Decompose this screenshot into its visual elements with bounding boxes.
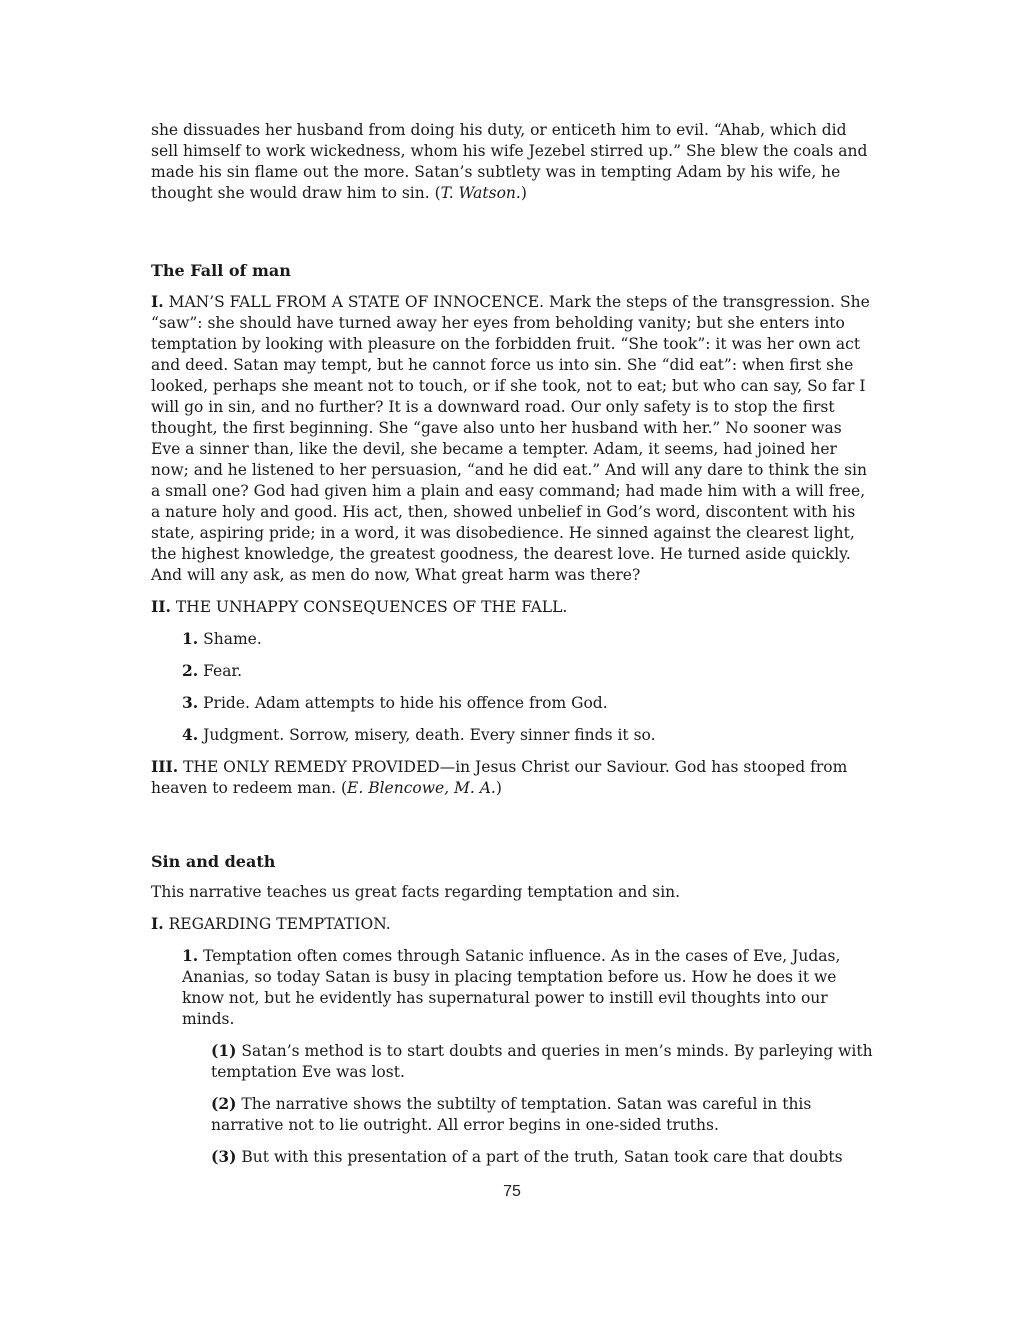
paragraph-fall-ii: II. THE UNHAPPY CONSEQUENCES OF THE FALL. [151,597,568,616]
document-page [151,120,875,1168]
paragraph-sin-i: I. REGARDING TEMPTATION. [151,914,391,933]
opening-paragraph: she dissuades her husband from doing his duty, or enticeth him to evil. “Ahab, which did sell himself to work wickedness, whom his wife Jezebel stirred up.” She blew the coals and made his sin flame out the more. Satan’s subtlety was in tempting Adam by his wife, he thought she would draw him to sin. (T. Watson.) [151,121,868,202]
paragraph-fall-i: I. MAN’S FALL FROM A STATE OF INNOCENCE. Mark the steps of the transgression. She “saw”: she should have turned away her eyes from beholding vanity; but she enters into temptation by looking with pleasure on the forbidden fruit. “She took”: it was her own act and deed. Satan may tempt, but he cannot force us into sin. She “did eat”: when first she looked, perhaps she meant not to touch, or if she took, not to eat; but who can say, So far I will go in sin, and no further? It is a downward road. Our only safety is to stop the first thought, the first beginning. She “gave also unto her husband with her.” No sooner was Eve a sinner than, like the devil, she became a tempter. Adam, it seems, had joined her now; and he listened to her persuasion, “and he did eat.” And will any dare to think the sin a small one? God had given him a plain and easy command; had made him with a will free, a nature holy and good. His act, then, showed unbelief in God’s word, discontent with his state, aspiring pride; in a word, it was disobedience. He sinned against the clearest light, the highest knowledge, the greatest goodness, the dearest love. He turned aside quickly. And will any ask, as men do now, What great harm was there? [151,292,870,584]
roman-numeral: I. [151,292,164,311]
sub-point: (2) The narrative shows the subtilty of temptation. Satan was careful in this narrative not to lie outright. All error begins in one-sided truths. [211,1094,812,1134]
point-1: 1. Temptation often comes through Satanic influence. As in the cases of Eve, Judas, Ananias, so today Satan is busy in placing temptation before us. How he does it we know not, but he evidently has supernatural power to instill evil thoughts into our minds. [182,946,841,1028]
list-item: 1. Shame. [182,629,262,648]
sub-point: (3) But with this presentation of a part of the truth, Satan took care that doubts [211,1147,843,1166]
section-heading-fall-of-man: The Fall of man [151,261,291,280]
section-heading-sin-and-death: Sin and death [151,852,276,871]
paragraph-fall-iii: III. THE ONLY REMEDY PROVIDED—in Jesus Christ our Saviour. God has stooped from heaven to redeem man. (E. Blencowe, M. A.) [151,757,848,797]
list-item: 4. Judgment. Sorrow, misery, death. Every sinner finds it so. [182,725,656,744]
roman-numeral: III. [151,757,179,776]
citation: T. Watson. [440,184,521,202]
paragraph-sin-intro: This narrative teaches us great facts regarding temptation and sin. [151,883,681,901]
citation: E. Blencowe, M. A. [347,779,496,797]
roman-numeral: I. [151,914,164,933]
sub-point: (1) Satan’s method is to start doubts and queries in men’s minds. By parleying with temptation Eve was lost. [211,1041,873,1081]
roman-numeral: II. [151,597,171,616]
list-item: 3. Pride. Adam attempts to hide his offence from God. [182,693,608,712]
page-number: 75 [503,1183,521,1200]
list-item: 2. Fear. [182,661,243,680]
